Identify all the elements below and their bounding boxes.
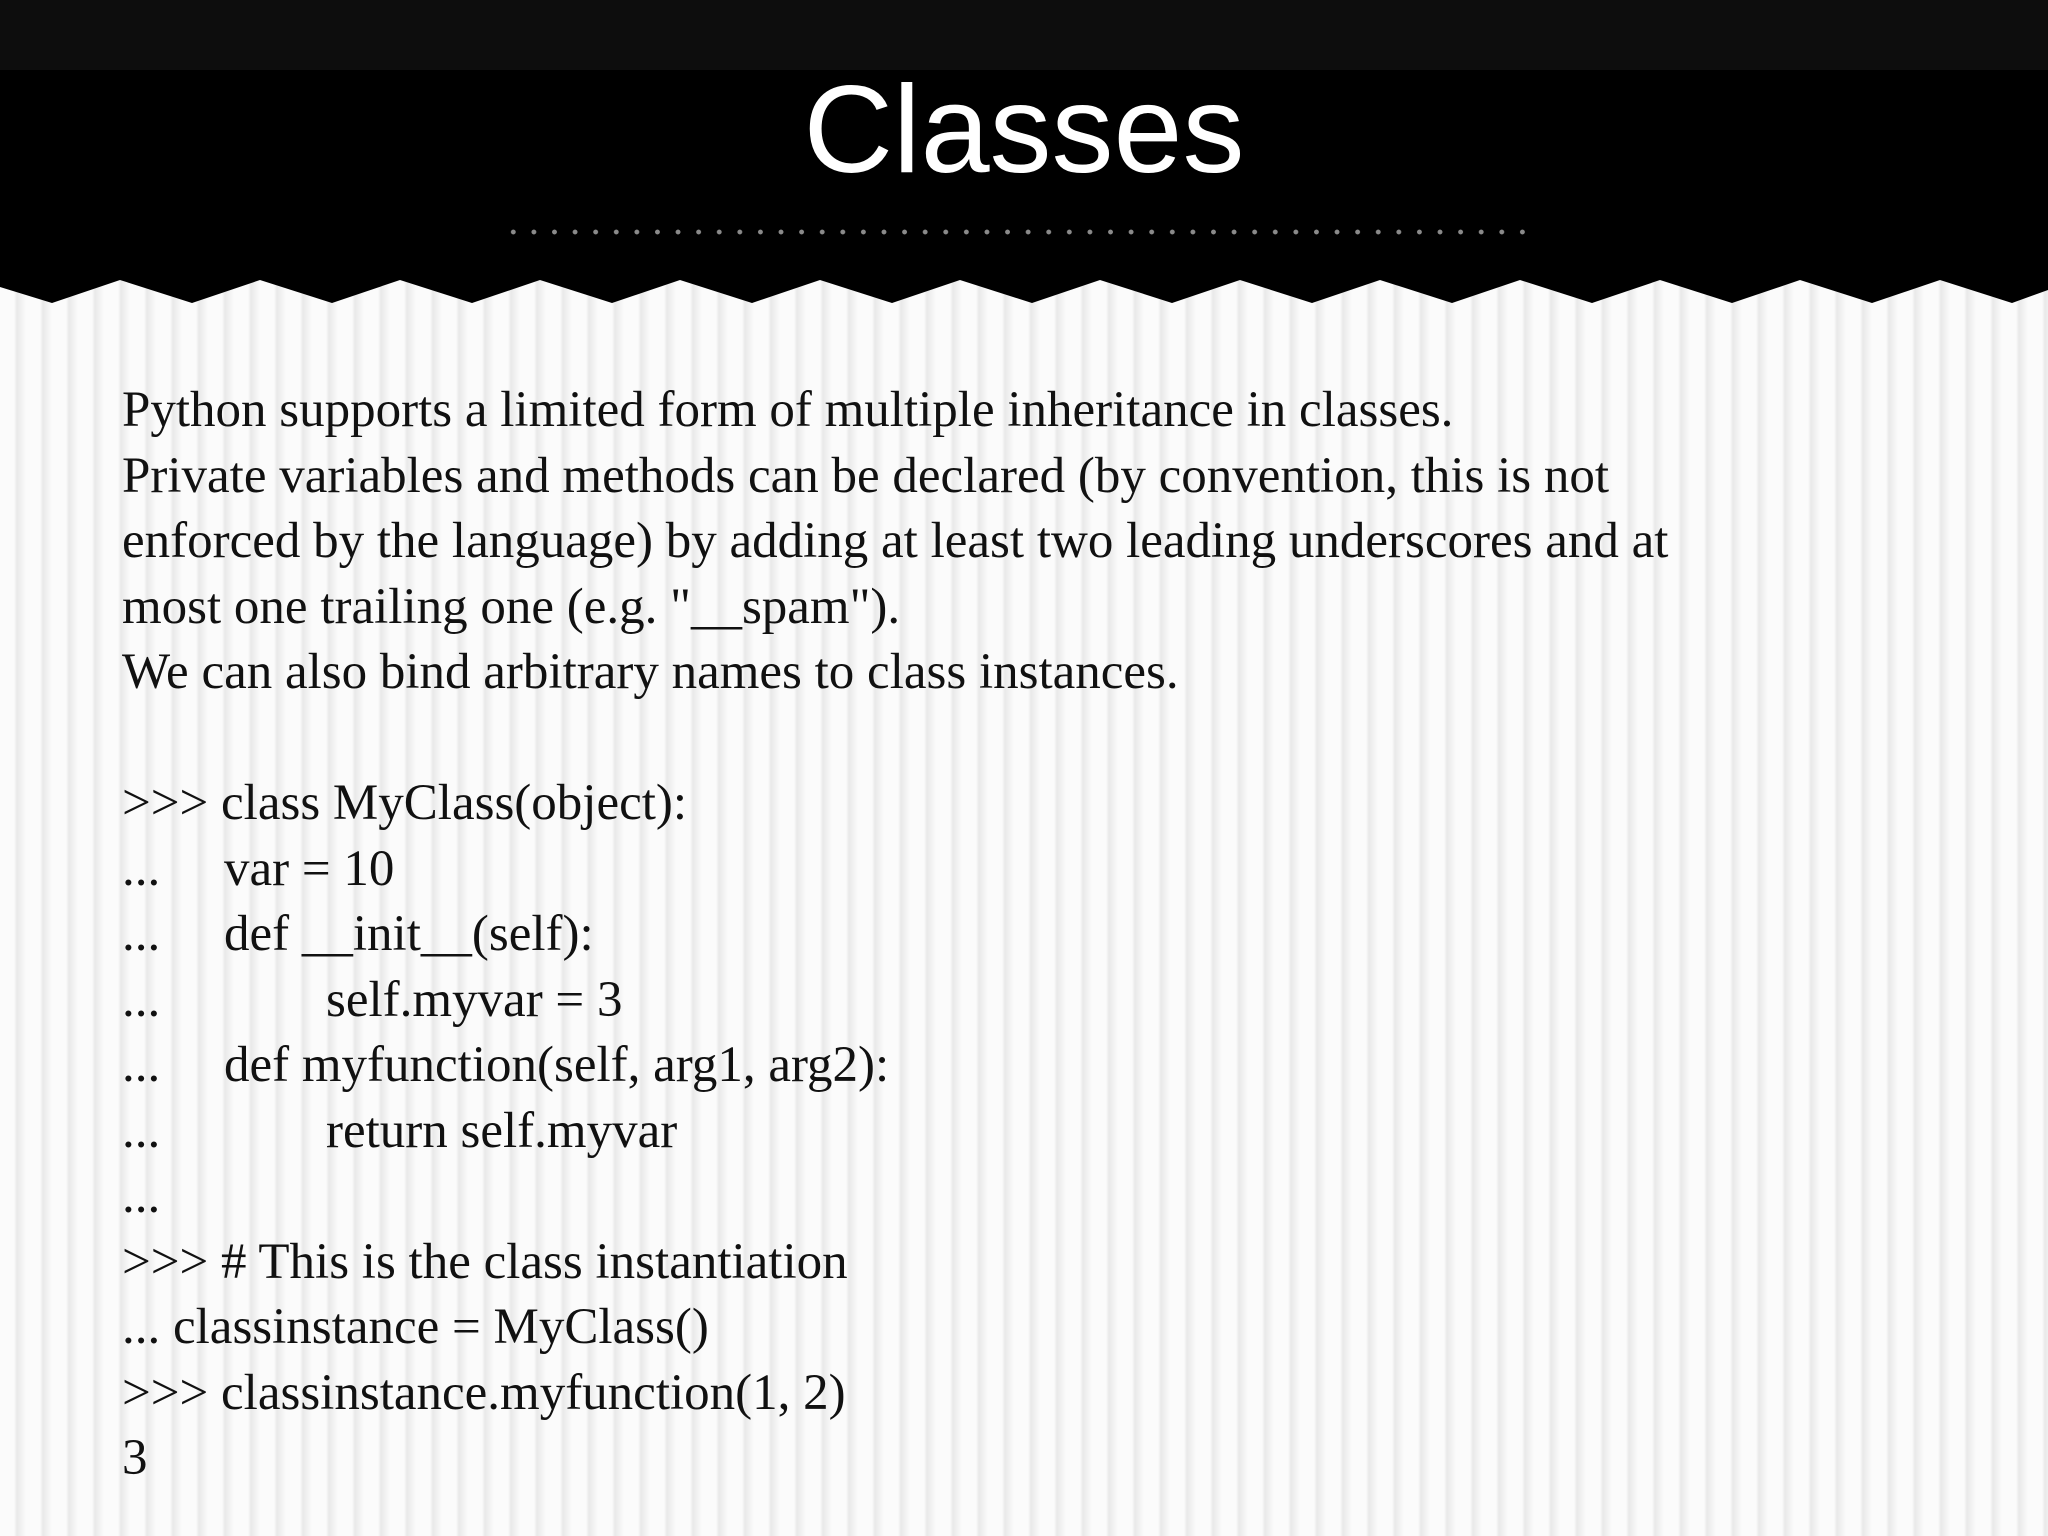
code-prompt: ...	[122, 971, 161, 1028]
code-text: 3	[122, 1430, 148, 1486]
code-prompt: >>>	[122, 1364, 209, 1421]
code-line	[122, 902, 1952, 968]
code-text: classinstance.myfunction(1, 2)	[221, 1364, 846, 1421]
code-prompt: ...	[122, 906, 161, 962]
paragraph-line: Python supports a limited form of multiple inheritance in classes.	[122, 382, 1454, 438]
code-text: def myfunction(self, arg1, arg2):	[224, 1037, 890, 1093]
code-text: # This is the class instantiation	[221, 1233, 848, 1290]
slide-title: Classes	[803, 61, 1245, 199]
code-line	[122, 1230, 1952, 1296]
paragraph-line: most one trailing one (e.g. "__spam").	[122, 578, 901, 635]
code-line	[122, 1164, 1952, 1230]
code-line	[122, 1033, 1952, 1099]
spacer	[122, 706, 1952, 772]
code-prompt: ...	[122, 1168, 161, 1224]
code-text: class MyClass(object):	[221, 775, 688, 831]
code-line	[122, 771, 1952, 837]
paragraph-line: enforced by the language) by adding at least two leading underscores and at	[122, 513, 1669, 569]
title-dotted-divider	[503, 226, 1533, 238]
code-text: classinstance = MyClass()	[173, 1299, 709, 1355]
paragraph-line: Private variables and methods can be declared (by convention, this is not	[122, 447, 1610, 504]
code-prompt: ...	[122, 840, 161, 897]
code-line	[122, 968, 1952, 1034]
code-text: self.myvar = 3	[326, 971, 623, 1028]
code-line	[122, 1099, 1952, 1165]
paragraph-line: We can also bind arbitrary names to class instances.	[122, 644, 1179, 700]
code-prompt: ...	[122, 1299, 161, 1355]
code-line	[122, 837, 1952, 903]
code-line	[122, 1295, 1952, 1361]
code-text: return self.myvar	[326, 1102, 678, 1159]
code-line	[122, 1361, 1952, 1427]
code-text: def __init__(self):	[224, 906, 594, 962]
code-text: var = 10	[224, 840, 395, 897]
code-prompt: >>>	[122, 775, 209, 831]
code-prompt: >>>	[122, 1233, 209, 1290]
slide-body	[122, 378, 1952, 1492]
code-prompt: ...	[122, 1037, 161, 1093]
code-output	[122, 1426, 1952, 1492]
code-prompt: ...	[122, 1102, 161, 1159]
